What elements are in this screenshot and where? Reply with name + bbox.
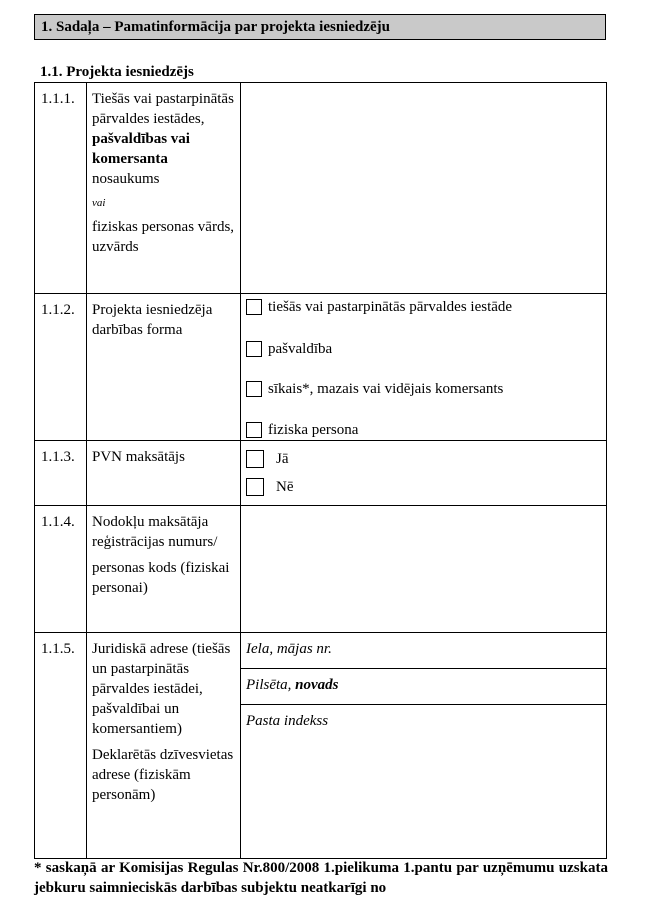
- option-sme[interactable]: [241, 379, 606, 399]
- street-field[interactable]: [241, 633, 606, 669]
- option-municipality[interactable]: [241, 339, 606, 359]
- address-label: [87, 633, 241, 859]
- option-label: Nē: [276, 479, 294, 495]
- option-yes[interactable]: [241, 449, 606, 469]
- row-number: 1.1.5.: [35, 633, 87, 859]
- section-title: 1. Sadaļa – Pamatinformācija par projekta iesniedzēju: [34, 14, 606, 40]
- label-text: nosaukums: [92, 171, 160, 187]
- option-label: pašvaldība: [268, 341, 333, 357]
- row-number: 1.1.1.: [35, 83, 87, 294]
- city-field[interactable]: [241, 669, 606, 705]
- row-number: 1.1.4.: [35, 506, 87, 633]
- business-form-options: [241, 294, 607, 441]
- or-separator: vai: [92, 197, 106, 209]
- applicant-form-table: [34, 82, 607, 859]
- option-label: sīkais*, mazais vai vidējais komersants: [268, 381, 504, 397]
- checkbox[interactable]: [246, 450, 264, 468]
- vat-payer-options: [241, 441, 607, 506]
- person-name-label: fiziskas personas vārds, uzvārds: [92, 219, 235, 255]
- label-text: Tiešās vai pastarpinātās pārvaldes iestādes,: [92, 91, 234, 127]
- tax-number-field[interactable]: [241, 506, 607, 633]
- legal-address-label: Juridiskā adrese (tiešās un pastarpinātās pārvaldes iestādei, pašvaldībai un komersantiem): [92, 641, 231, 737]
- option-label: tiešās vai pastarpinātās pārvaldes iestāde: [268, 299, 513, 315]
- postal-placeholder: Pasta indekss: [246, 713, 329, 729]
- tax-number-label: [87, 506, 241, 633]
- option-public-authority[interactable]: [241, 297, 606, 317]
- personal-code-label: personas kods (fiziskai personai): [92, 560, 230, 596]
- row-number: 1.1.3.: [35, 441, 87, 506]
- checkbox[interactable]: [246, 478, 264, 496]
- applicant-name-field[interactable]: [241, 83, 607, 294]
- street-placeholder: Iela, mājas nr.: [246, 641, 332, 657]
- checkbox[interactable]: [246, 381, 262, 397]
- checkbox[interactable]: [246, 422, 262, 438]
- county-placeholder: novads: [295, 677, 339, 693]
- subsection-title: 1.1. Projekta iesniedzējs: [40, 64, 194, 80]
- postal-field[interactable]: [241, 705, 606, 731]
- registration-number-label: Nodokļu maksātāja reģistrācijas numurs/: [92, 514, 218, 550]
- city-placeholder: Pilsēta,: [246, 677, 296, 693]
- business-form-label: Projekta iesniedzēja darbības forma: [87, 294, 241, 441]
- address-fields: [241, 633, 607, 859]
- vat-payer-label: PVN maksātājs: [87, 441, 241, 506]
- checkbox[interactable]: [246, 341, 262, 357]
- row-applicant-name: [35, 83, 607, 294]
- option-label: fiziska persona: [268, 422, 359, 438]
- row-number: 1.1.2.: [35, 294, 87, 441]
- applicant-name-label: [87, 83, 241, 294]
- option-no[interactable]: [241, 477, 606, 497]
- option-label: Jā: [276, 451, 289, 467]
- footnote: * saskaņā ar Komisijas Regulas Nr.800/2008 1.pielikuma 1.pantu par uzņēmumu uzskata jebkuru saimnieciskās darbības subjektu neatkarīgi no: [34, 860, 608, 896]
- row-tax-number: [35, 506, 607, 633]
- declared-residence-label: Deklarētās dzīvesvietas adrese (fiziskām personām): [92, 747, 234, 803]
- checkbox[interactable]: [246, 299, 262, 315]
- row-address: [35, 633, 607, 859]
- option-natural-person[interactable]: [241, 420, 606, 440]
- label-bold-text: pašvaldības vai komersanta: [92, 131, 190, 167]
- row-business-form: [35, 294, 607, 441]
- row-vat-payer: [35, 441, 607, 506]
